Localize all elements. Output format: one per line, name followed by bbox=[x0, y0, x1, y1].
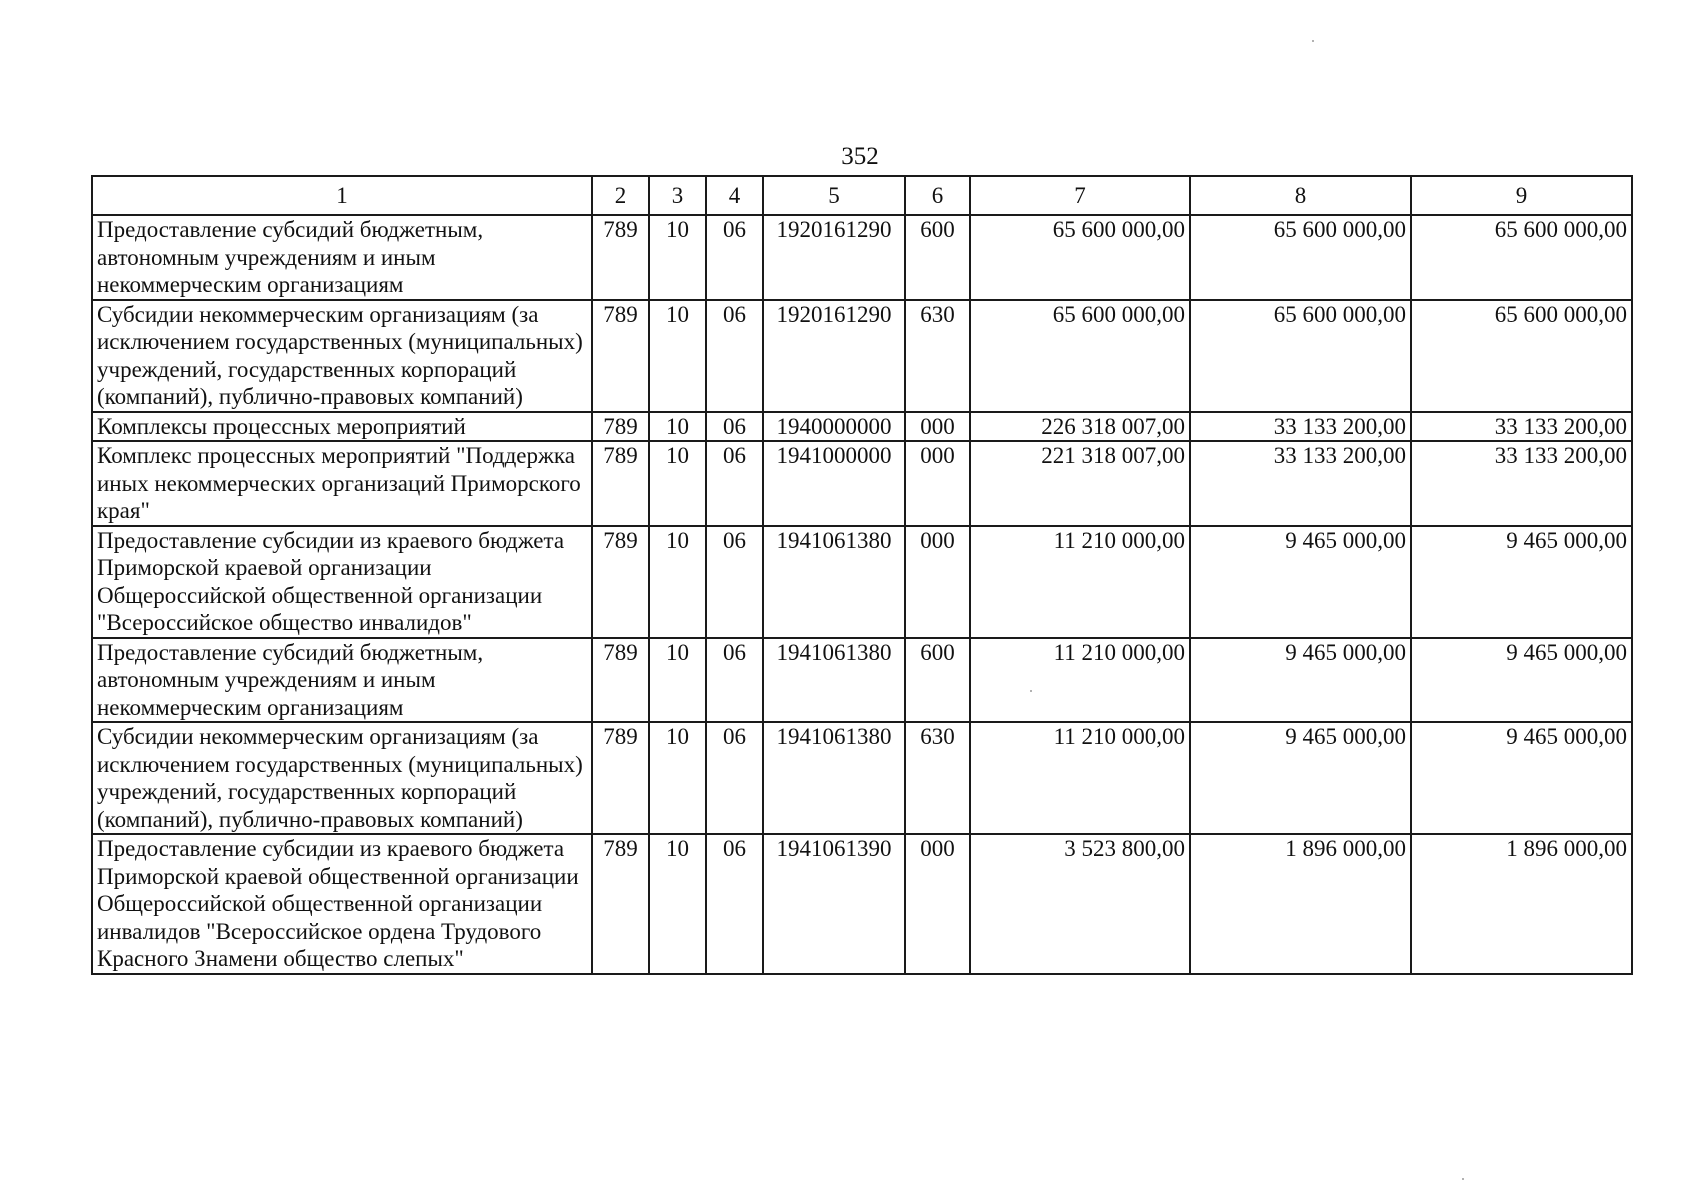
row-section-code: 10 bbox=[649, 412, 706, 442]
row-amount-year-1: 226 318 007,00 bbox=[970, 412, 1190, 442]
row-subsection-code: 06 bbox=[706, 638, 763, 723]
row-description: Предоставление субсидии из краевого бюджета Приморской краевой общественной организации Общероссийской общественной организации инвалидов "Всероссийское ордена Трудового Красного Знамени общество слепых" bbox=[92, 834, 592, 974]
row-target-article-code: 1941061380 bbox=[763, 722, 905, 834]
row-section-code: 10 bbox=[649, 441, 706, 526]
row-target-article-code: 1920161290 bbox=[763, 300, 905, 412]
column-header-9: 9 bbox=[1411, 176, 1632, 215]
row-subsection-code: 06 bbox=[706, 300, 763, 412]
row-amount-year-3: 1 896 000,00 bbox=[1411, 834, 1632, 974]
table-row bbox=[92, 300, 1632, 412]
row-target-article-code: 1940000000 bbox=[763, 412, 905, 442]
row-expense-type-code: 000 bbox=[905, 412, 970, 442]
row-amount-year-1: 11 210 000,00 bbox=[970, 722, 1190, 834]
row-section-code: 10 bbox=[649, 300, 706, 412]
page-number: 352 bbox=[841, 143, 879, 170]
row-amount-year-2: 9 465 000,00 bbox=[1190, 722, 1411, 834]
row-amount-year-3: 65 600 000,00 bbox=[1411, 300, 1632, 412]
row-amount-year-3: 33 133 200,00 bbox=[1411, 441, 1632, 526]
row-amount-year-2: 9 465 000,00 bbox=[1190, 638, 1411, 723]
row-target-article-code: 1941061390 bbox=[763, 834, 905, 974]
row-subsection-code: 06 bbox=[706, 834, 763, 974]
row-amount-year-1: 11 210 000,00 bbox=[970, 526, 1190, 638]
column-header-8: 8 bbox=[1190, 176, 1411, 215]
row-description: Субсидии некоммерческим организациям (за исключением государственных (муниципальных) учреждений, государственных корпораций (компаний), публично-правовых компаний) bbox=[92, 722, 592, 834]
row-grbs-code: 789 bbox=[592, 638, 649, 723]
row-amount-year-2: 33 133 200,00 bbox=[1190, 412, 1411, 442]
header-row bbox=[92, 176, 1632, 215]
row-grbs-code: 789 bbox=[592, 722, 649, 834]
row-grbs-code: 789 bbox=[592, 441, 649, 526]
row-expense-type-code: 600 bbox=[905, 215, 970, 300]
column-header-5: 5 bbox=[763, 176, 905, 215]
scan-speck bbox=[1030, 690, 1032, 692]
column-header-7: 7 bbox=[970, 176, 1190, 215]
row-section-code: 10 bbox=[649, 638, 706, 723]
row-description: Комплекс процессных мероприятий "Поддержка иных некоммерческих организаций Приморского края" bbox=[92, 441, 592, 526]
table-row bbox=[92, 834, 1632, 974]
row-amount-year-1: 65 600 000,00 bbox=[970, 215, 1190, 300]
row-grbs-code: 789 bbox=[592, 834, 649, 974]
column-header-1: 1 bbox=[92, 176, 592, 215]
row-description: Субсидии некоммерческим организациям (за исключением государственных (муниципальных) учреждений, государственных корпораций (компаний), публично-правовых компаний) bbox=[92, 300, 592, 412]
table-row bbox=[92, 441, 1632, 526]
row-expense-type-code: 630 bbox=[905, 300, 970, 412]
row-amount-year-3: 9 465 000,00 bbox=[1411, 638, 1632, 723]
row-amount-year-1: 3 523 800,00 bbox=[970, 834, 1190, 974]
table-row bbox=[92, 722, 1632, 834]
table-row bbox=[92, 638, 1632, 723]
row-amount-year-3: 9 465 000,00 bbox=[1411, 526, 1632, 638]
row-section-code: 10 bbox=[649, 834, 706, 974]
row-expense-type-code: 000 bbox=[905, 834, 970, 974]
row-target-article-code: 1941000000 bbox=[763, 441, 905, 526]
row-grbs-code: 789 bbox=[592, 300, 649, 412]
row-subsection-code: 06 bbox=[706, 526, 763, 638]
budget-table bbox=[91, 175, 1633, 975]
row-subsection-code: 06 bbox=[706, 412, 763, 442]
row-amount-year-1: 11 210 000,00 bbox=[970, 638, 1190, 723]
row-target-article-code: 1941061380 bbox=[763, 638, 905, 723]
row-amount-year-3: 9 465 000,00 bbox=[1411, 722, 1632, 834]
row-amount-year-2: 1 896 000,00 bbox=[1190, 834, 1411, 974]
row-target-article-code: 1941061380 bbox=[763, 526, 905, 638]
row-expense-type-code: 600 bbox=[905, 638, 970, 723]
row-expense-type-code: 630 bbox=[905, 722, 970, 834]
column-header-3: 3 bbox=[649, 176, 706, 215]
scan-speck bbox=[1462, 1178, 1464, 1180]
row-subsection-code: 06 bbox=[706, 722, 763, 834]
row-section-code: 10 bbox=[649, 215, 706, 300]
row-grbs-code: 789 bbox=[592, 412, 649, 442]
row-amount-year-1: 65 600 000,00 bbox=[970, 300, 1190, 412]
row-description: Предоставление субсидии из краевого бюджета Приморской краевой организации Общероссийской общественной организации "Всероссийское общество инвалидов" bbox=[92, 526, 592, 638]
row-grbs-code: 789 bbox=[592, 526, 649, 638]
row-amount-year-2: 9 465 000,00 bbox=[1190, 526, 1411, 638]
row-description: Комплексы процессных мероприятий bbox=[92, 412, 592, 442]
row-description: Предоставление субсидий бюджетным, автономным учреждениям и иным некоммерческим организациям bbox=[92, 215, 592, 300]
scan-speck bbox=[1312, 40, 1314, 42]
column-header-4: 4 bbox=[706, 176, 763, 215]
row-subsection-code: 06 bbox=[706, 215, 763, 300]
table-row bbox=[92, 526, 1632, 638]
row-grbs-code: 789 bbox=[592, 215, 649, 300]
row-target-article-code: 1920161290 bbox=[763, 215, 905, 300]
row-section-code: 10 bbox=[649, 526, 706, 638]
row-amount-year-1: 221 318 007,00 bbox=[970, 441, 1190, 526]
column-header-6: 6 bbox=[905, 176, 970, 215]
row-description: Предоставление субсидий бюджетным, автономным учреждениям и иным некоммерческим организациям bbox=[92, 638, 592, 723]
table-row bbox=[92, 215, 1632, 300]
column-header-2: 2 bbox=[592, 176, 649, 215]
row-expense-type-code: 000 bbox=[905, 526, 970, 638]
row-expense-type-code: 000 bbox=[905, 441, 970, 526]
row-section-code: 10 bbox=[649, 722, 706, 834]
row-amount-year-2: 65 600 000,00 bbox=[1190, 300, 1411, 412]
row-subsection-code: 06 bbox=[706, 441, 763, 526]
row-amount-year-2: 65 600 000,00 bbox=[1190, 215, 1411, 300]
row-amount-year-3: 65 600 000,00 bbox=[1411, 215, 1632, 300]
row-amount-year-3: 33 133 200,00 bbox=[1411, 412, 1632, 442]
row-amount-year-2: 33 133 200,00 bbox=[1190, 441, 1411, 526]
table-row bbox=[92, 412, 1632, 442]
